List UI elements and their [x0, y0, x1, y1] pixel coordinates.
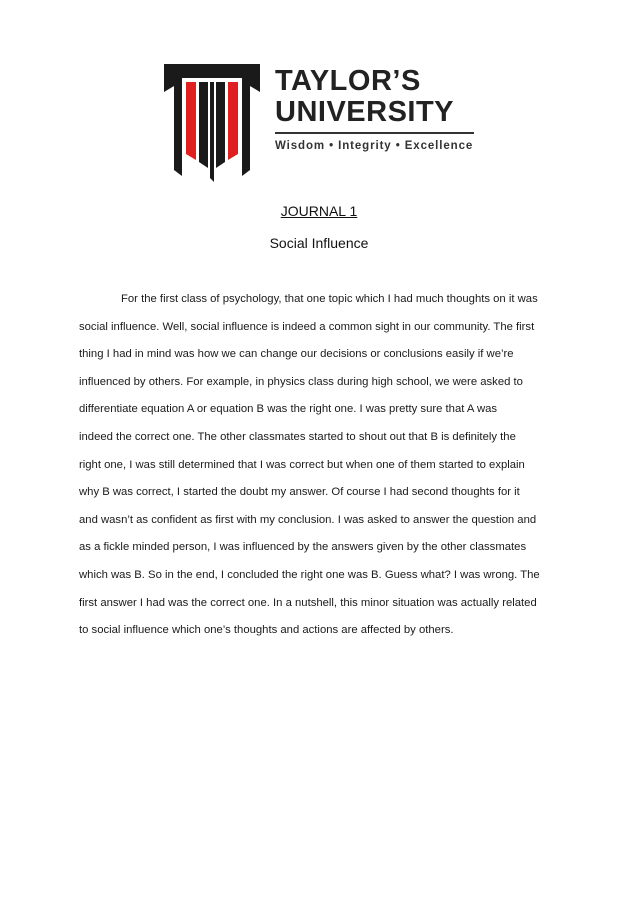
body-paragraph	[79, 286, 561, 645]
body-line: right one, I was still determined that I was correct but when one of them started to explain	[79, 458, 525, 471]
logo-text-taylors: TAYLOR’S	[275, 65, 421, 97]
document-title-text: JOURNAL 1	[280, 203, 358, 219]
body-line: and wasn’t as confident as first with my conclusion. I was asked to answer the question and	[79, 513, 537, 526]
logo-text-university: UNIVERSITY	[275, 96, 455, 128]
university-logo	[162, 64, 482, 184]
body-line: differentiate equation A or equation B was the right one. I was pretty sure that A was	[79, 403, 498, 416]
body-line: to social influence which one’s thoughts and actions are affected by others.	[79, 624, 454, 637]
logo-divider	[275, 132, 474, 134]
document-subtitle: Social Influence	[269, 235, 369, 251]
body-line: first answer I had was the correct one. In a nutshell, this minor situation was actually related	[79, 596, 537, 609]
body-line: social influence. Well, social influence is indeed a common sight in our community. The first	[79, 320, 535, 333]
body-line: For the first class of psychology, that one topic which I had much thoughts on it was	[121, 293, 538, 305]
body-line: influenced by others. For example, in physics class during high school, we were asked to	[79, 375, 523, 388]
university-crest-icon	[162, 64, 262, 182]
body-line: which was B. So in the end, I concluded the right one was B. Guess what? I was wrong. The	[79, 568, 540, 581]
crest-center-stem	[210, 82, 214, 182]
body-line: why B was correct, I started the doubt my answer. Of course I had second thoughts for it	[79, 486, 520, 499]
document-title	[0, 203, 638, 219]
body-line: as a fickle minded person, I was influenced by the answers given by the other classmates	[79, 541, 527, 554]
crest-right-red-column	[228, 82, 238, 160]
crest-left-black-column	[199, 82, 208, 168]
logo-wordmark	[275, 66, 485, 152]
crest-right-black-column	[216, 82, 225, 168]
logo-motto: Wisdom • Integrity • Excellence	[275, 140, 474, 152]
crest-left-red-column	[186, 82, 196, 160]
body-line: indeed the correct one. The other classmates started to shout out that B is definitely the	[79, 430, 516, 443]
body-line: thing I had in mind was how we can change our decisions or conclusions easily if we’re	[79, 348, 514, 361]
